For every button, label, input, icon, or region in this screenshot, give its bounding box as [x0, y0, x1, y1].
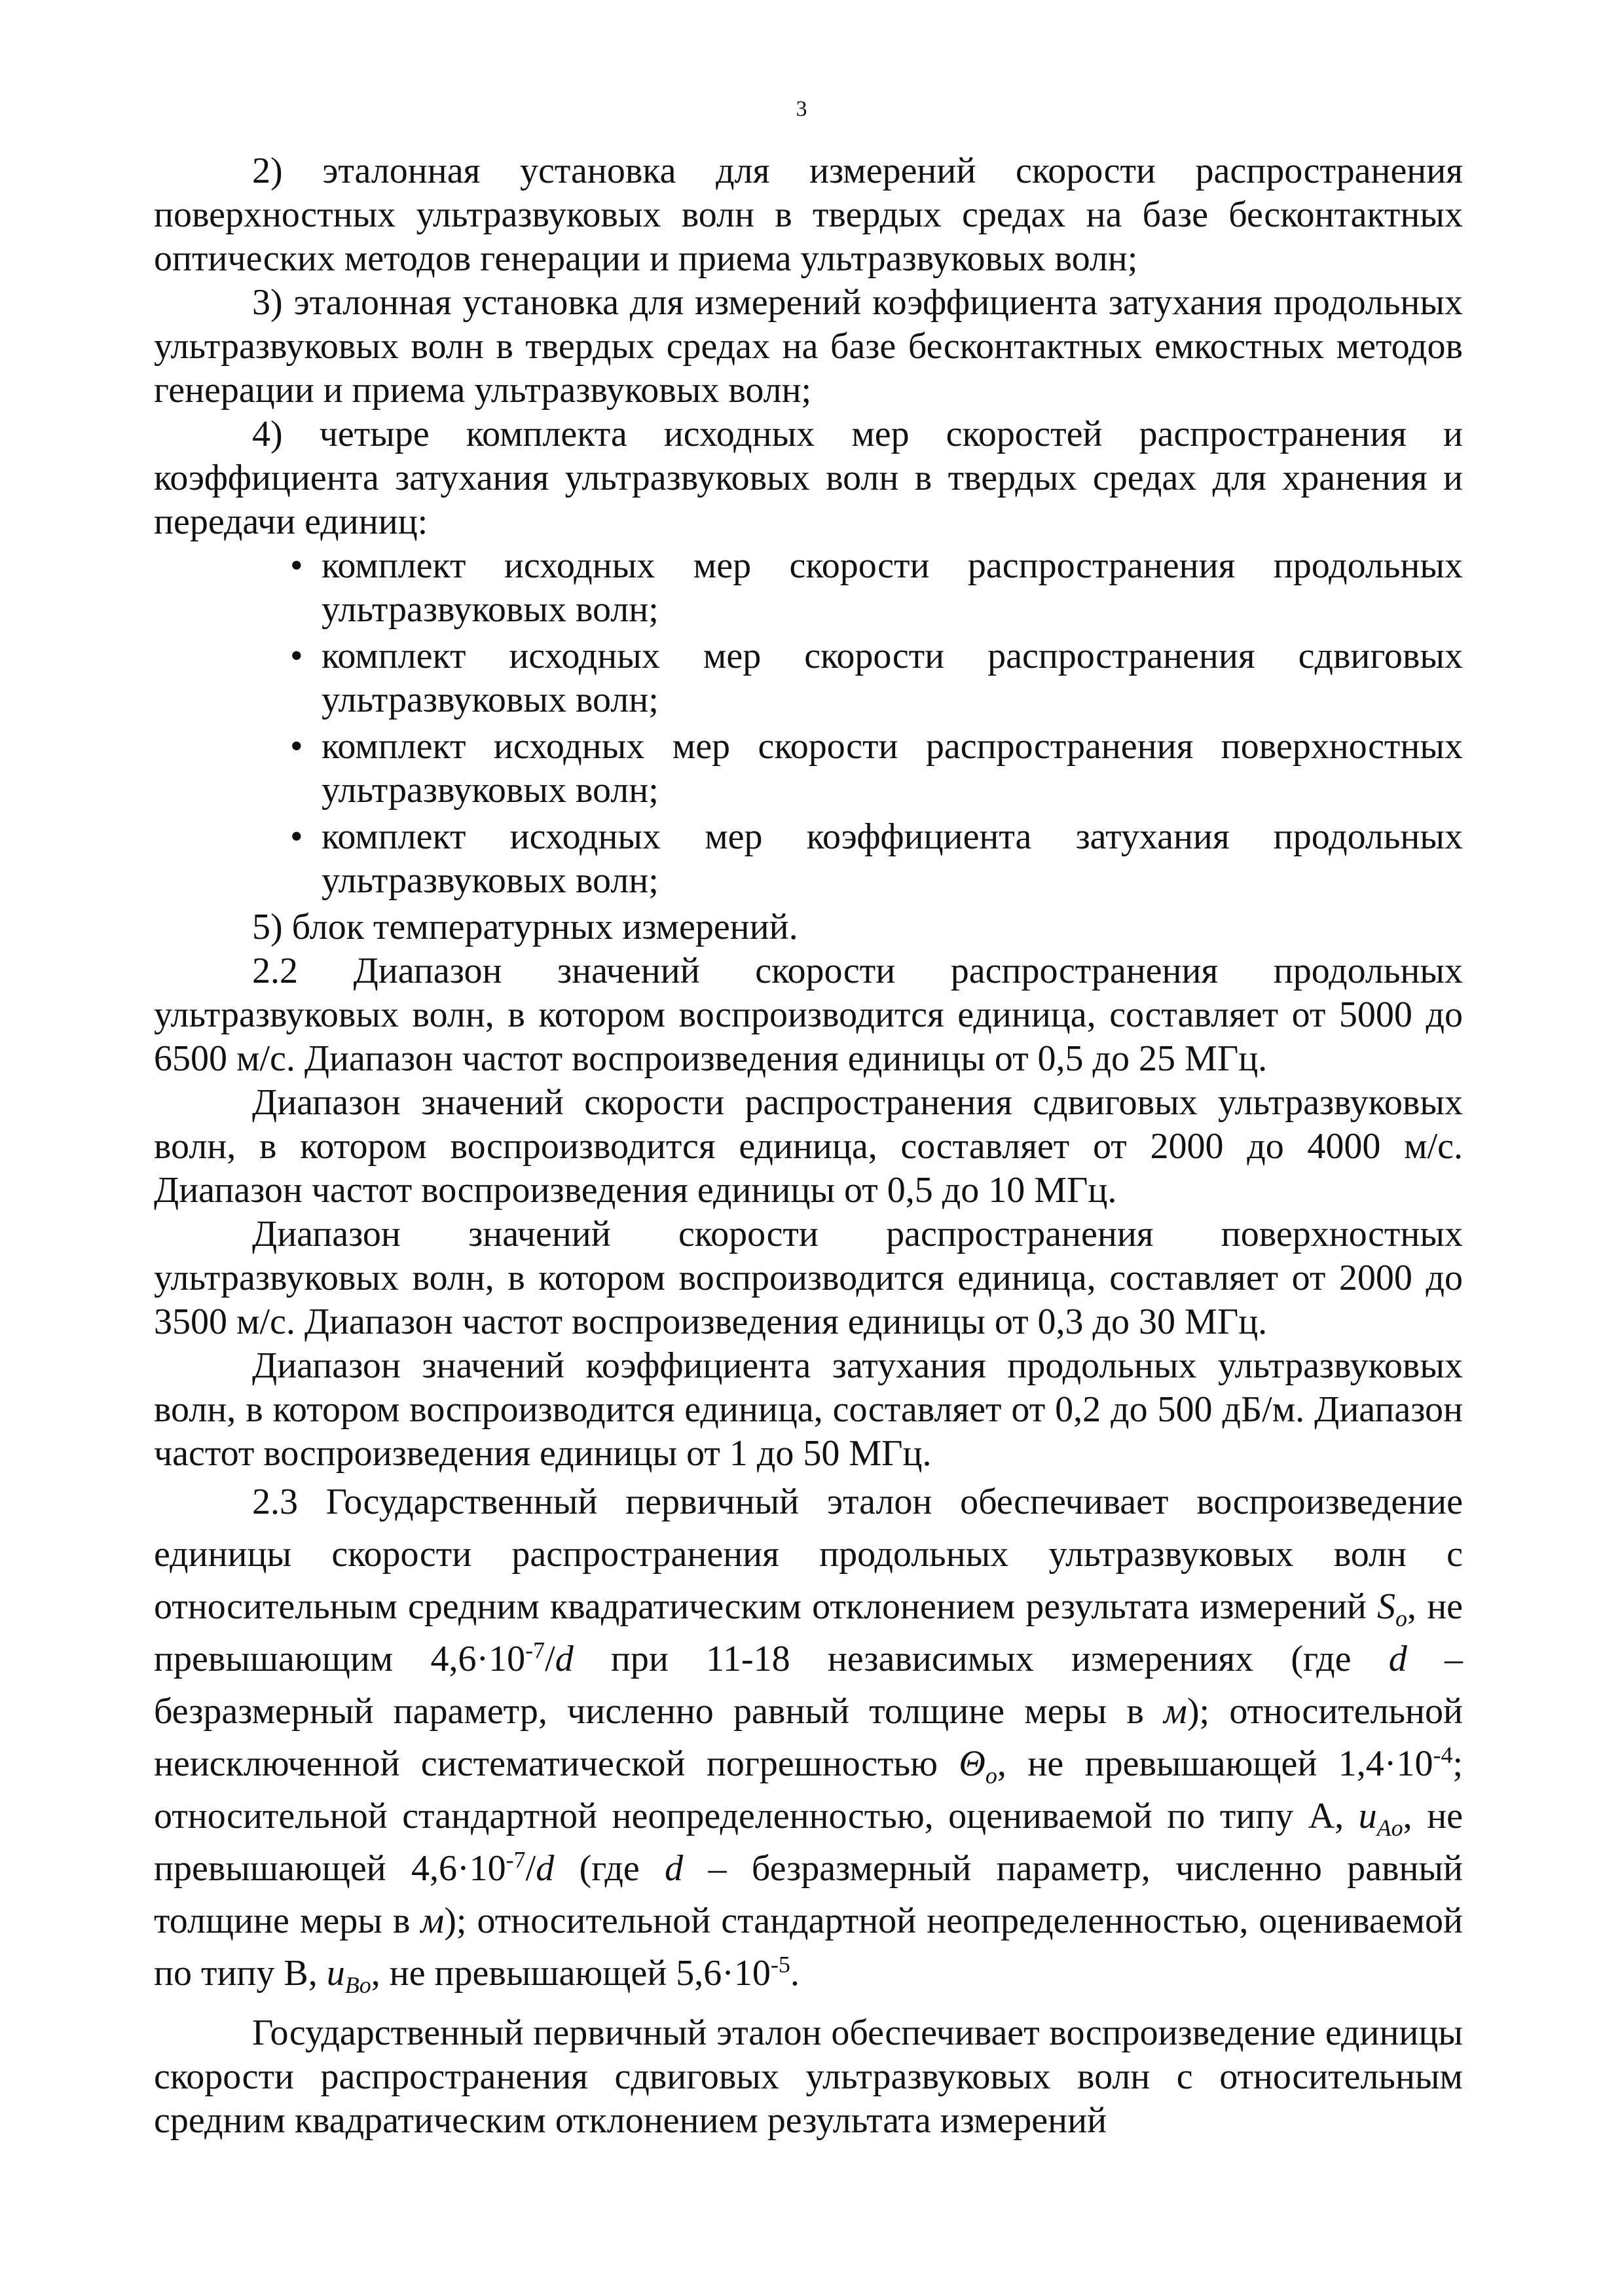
exponent: -7	[525, 1637, 545, 1664]
shear-wave-accuracy-paragraph: Государственный первичный эталон обеспечивает воспроизведение единицы скорости распространения сдвиговых ультразвуковых волн с относительным средним квадратическим отклонением результата измерений	[154, 2013, 1463, 2141]
symbol-subscript: o	[1395, 1605, 1407, 1632]
paragraph-text: , не превышающей 1,4·10	[997, 1743, 1433, 1784]
attenuation-range-paragraph: Диапазон значений коэффициента затухания продольных ультразвуковых волн, в котором воспроизводится единица, составляет от 0,2 до 500 дБ/м. Диапазон частот воспроизведения единицы от 1 до 50 МГц.	[154, 1345, 1463, 1474]
list-item-number: 4)	[252, 414, 283, 454]
list-item-5: 5) блок температурных измерений.	[252, 907, 798, 947]
unit-m: м	[420, 1901, 445, 1941]
symbol-subscript: o	[985, 1762, 997, 1789]
section-number: 2.3	[252, 1482, 298, 1522]
section-2-3-paragraph	[154, 1476, 1463, 1999]
paragraph-text: /	[545, 1639, 555, 1679]
list-item-3	[154, 281, 1463, 412]
bullet-list	[290, 544, 1463, 903]
symbol-d: d	[1388, 1639, 1407, 1679]
section-2-2-paragraph	[154, 949, 1463, 1081]
bullet-item: • комплект исходных мер скорости распространения продольных ультразвуковых волн;	[290, 544, 1463, 632]
paragraph-text: Диапазон значений скорости распространения продольных ультразвуковых волн, в котором воспроизводится единица, составляет от 5000 до 6500 м/с. Диапазон частот воспроизведения единицы от 0,5 до 25 МГц.	[154, 951, 1464, 1079]
list-item-4	[154, 412, 1463, 544]
list-item-text: четыре комплекта исходных мер скоростей распространения и коэффициента затухания ультразвуковых волн в твердых средах для хранения и передачи единиц:	[154, 414, 1464, 542]
list-item-text: эталонная установка для измерений коэффициента затухания продольных ультразвуковых волн в твердых средах на базе бесконтактных емкостных методов генерации и приема ультразвуковых волн;	[154, 282, 1464, 410]
symbol-subscript: Ao	[1376, 1815, 1403, 1842]
shear-wave-range-paragraph: Диапазон значений скорости распространения сдвиговых ультразвуковых волн, в котором воспроизводится единица, составляет от 2000 до 4000 м/с. Диапазон частот воспроизведения единицы от 0,5 до 10 МГц.	[154, 1082, 1463, 1211]
list-item-number: 3)	[252, 282, 283, 323]
exponent: -5	[770, 1951, 790, 1978]
paragraph-text: – безразмерный параметр, численно равный толщине меры в	[154, 1639, 1464, 1732]
bullet-item: • комплект исходных мер скорости распространения сдвиговых ультразвуковых волн;	[290, 634, 1463, 722]
paragraph-text: /	[525, 1848, 536, 1889]
list-item-text: эталонная установка для измерений скорости распространения поверхностных ультразвуковых волн в твердых средах на базе бесконтактных оптических методов генерации и приема ультразвуковых волн;	[154, 151, 1463, 279]
symbol-s: S	[1377, 1586, 1395, 1627]
paragraph-text: (где	[554, 1848, 640, 1889]
page-number: 3	[796, 97, 807, 121]
document-body	[154, 149, 1463, 2143]
symbol-subscript: Bo	[344, 1972, 371, 1999]
symbol-u: u	[326, 1953, 345, 1994]
paragraph-text: ); относительной неисключенной систематической погрешностью	[154, 1691, 1463, 1784]
paragraph-text: , не превышающей 5,6·10	[371, 1953, 771, 1994]
paragraph-text: , не превышающим 4,6·10	[154, 1586, 1464, 1679]
symbol-u: u	[1358, 1796, 1377, 1836]
paragraph-text: .	[790, 1953, 800, 1994]
unit-m: м	[1164, 1691, 1187, 1732]
symbol-d: d	[665, 1848, 684, 1889]
list-item-number: 2)	[252, 151, 283, 191]
paragraph-text: ); относительной стандартной неопределенностью, оцениваемой по типу В,	[154, 1901, 1463, 1994]
section-number: 2.2	[252, 951, 298, 991]
exponent: -7	[506, 1846, 526, 1873]
surface-wave-range-paragraph: Диапазон значений скорости распространения поверхностных ультразвуковых волн, в котором воспроизводится единица, составляет от 2000 до 3500 м/с. Диапазон частот воспроизведения единицы от 0,3 до 30 МГц.	[154, 1214, 1463, 1342]
exponent: -4	[1433, 1741, 1453, 1768]
symbol-d: d	[536, 1848, 555, 1889]
paragraph-text: , не превышающей 4,6·10	[154, 1796, 1464, 1889]
paragraph-text: – безразмерный параметр, численно равный толщине меры в	[154, 1848, 1464, 1941]
bullet-item: • комплект исходных мер скорости распространения поверхностных ультразвуковых волн;	[290, 725, 1463, 812]
symbol-theta: Θ	[959, 1743, 986, 1784]
bullet-item: • комплект исходных мер коэффициента затухания продольных ультразвуковых волн;	[290, 815, 1463, 903]
list-item-2	[154, 149, 1463, 281]
paragraph-text: ; относительной стандартной неопределенностью, оцениваемой по типу А,	[154, 1743, 1464, 1836]
paragraph-text: Государственный первичный эталон обеспечивает воспроизведение единицы скорости распространения продольных ультразвуковых волн с относительным средним квадратическим отклонением результата измерений	[154, 1482, 1464, 1627]
symbol-d: d	[555, 1639, 574, 1679]
paragraph-text: при 11-18 независимых измерениях (где	[573, 1639, 1352, 1679]
